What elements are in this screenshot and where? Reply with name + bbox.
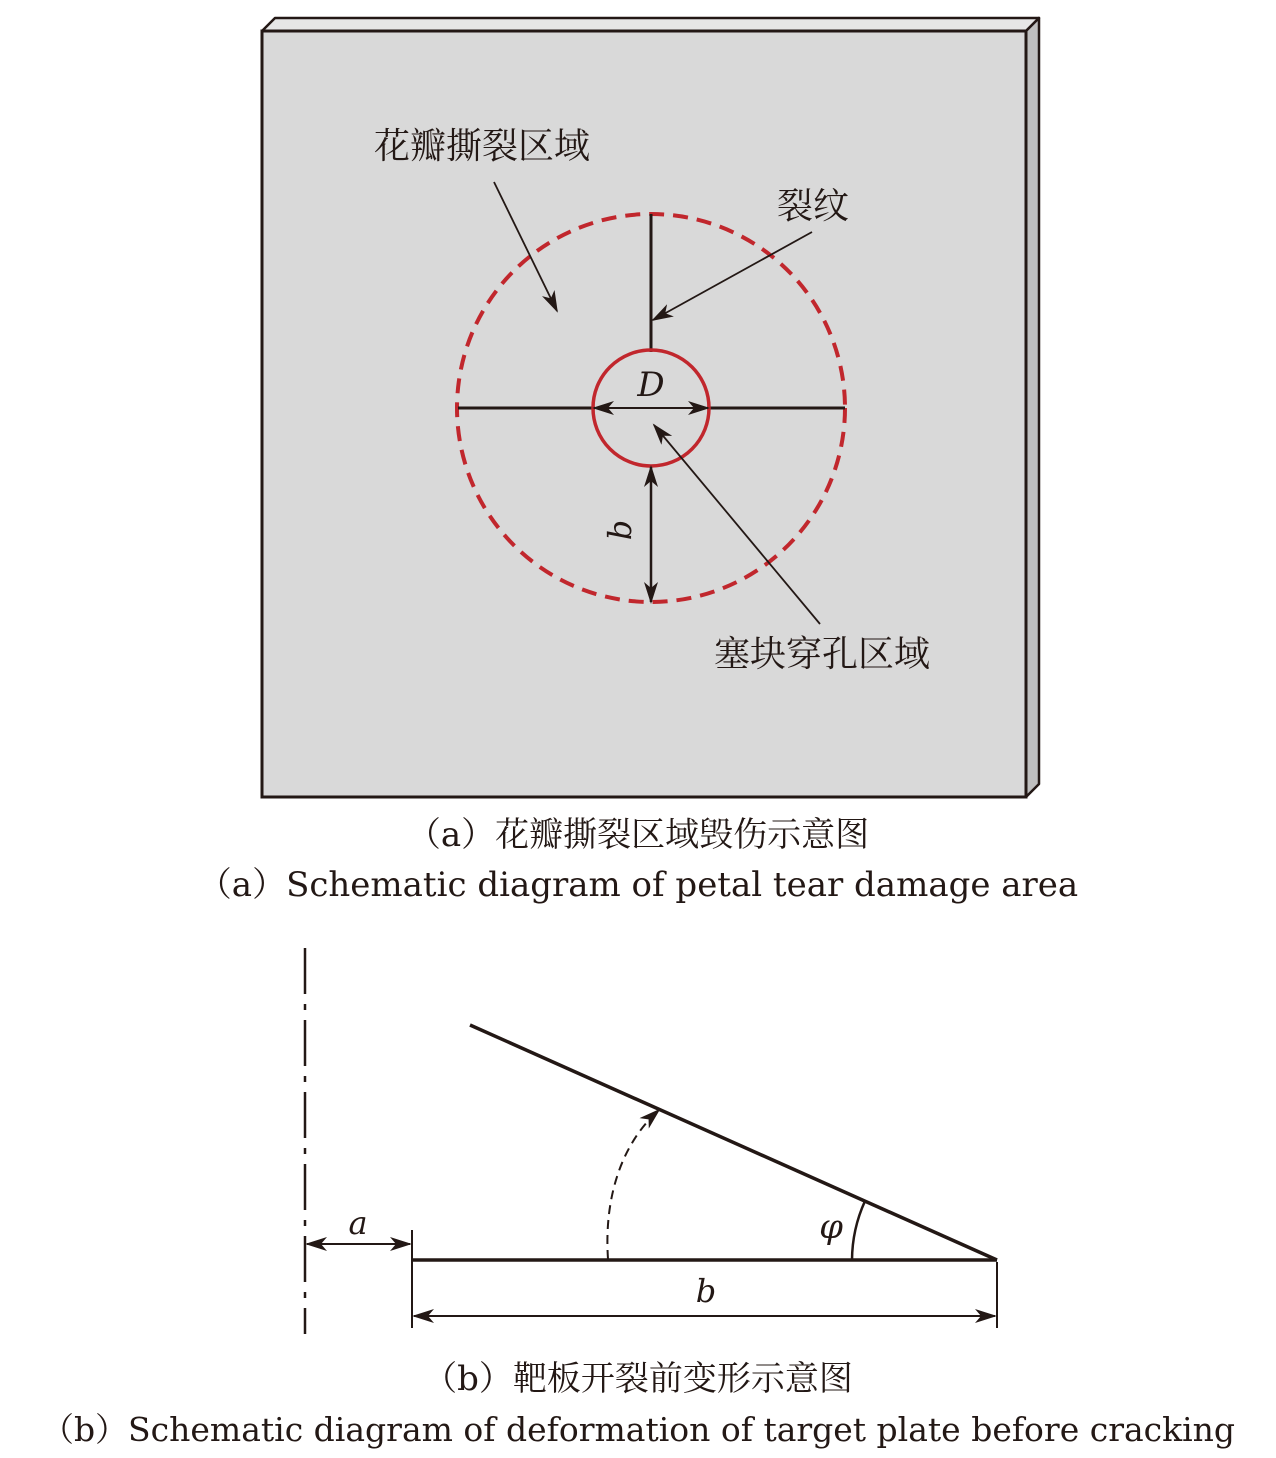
panel-a bbox=[198, 18, 1078, 905]
plate-side-edge bbox=[1026, 18, 1039, 797]
petal-tear-area-label: 花瓣撕裂区域 bbox=[373, 126, 591, 167]
caption-a-chinese: （a）花瓣撕裂区域毁伤示意图 bbox=[406, 815, 870, 855]
caption-b-chinese: （b）靶板开裂前变形示意图 bbox=[423, 1359, 853, 1399]
plug-perforation-area-label: 塞块穿孔区域 bbox=[713, 634, 931, 675]
rotation-arrow bbox=[607, 1110, 659, 1259]
offset-label: a bbox=[348, 1204, 368, 1242]
caption-b-english: （b）Schematic diagram of deformation of target plate before cracking bbox=[40, 1410, 1236, 1449]
panel-b bbox=[41, 948, 1235, 1449]
angle-arc bbox=[852, 1201, 865, 1260]
angle-label: φ bbox=[819, 1207, 843, 1247]
caption-a-english: （a）Schematic diagram of petal tear damage area bbox=[197, 865, 1079, 905]
diameter-label: D bbox=[637, 365, 665, 405]
plate-top-edge bbox=[262, 18, 1039, 31]
deformed-plate-line bbox=[470, 1025, 997, 1260]
width-label: b bbox=[601, 519, 639, 541]
crack-label: 裂纹 bbox=[776, 186, 850, 227]
length-label: b bbox=[695, 1272, 717, 1310]
